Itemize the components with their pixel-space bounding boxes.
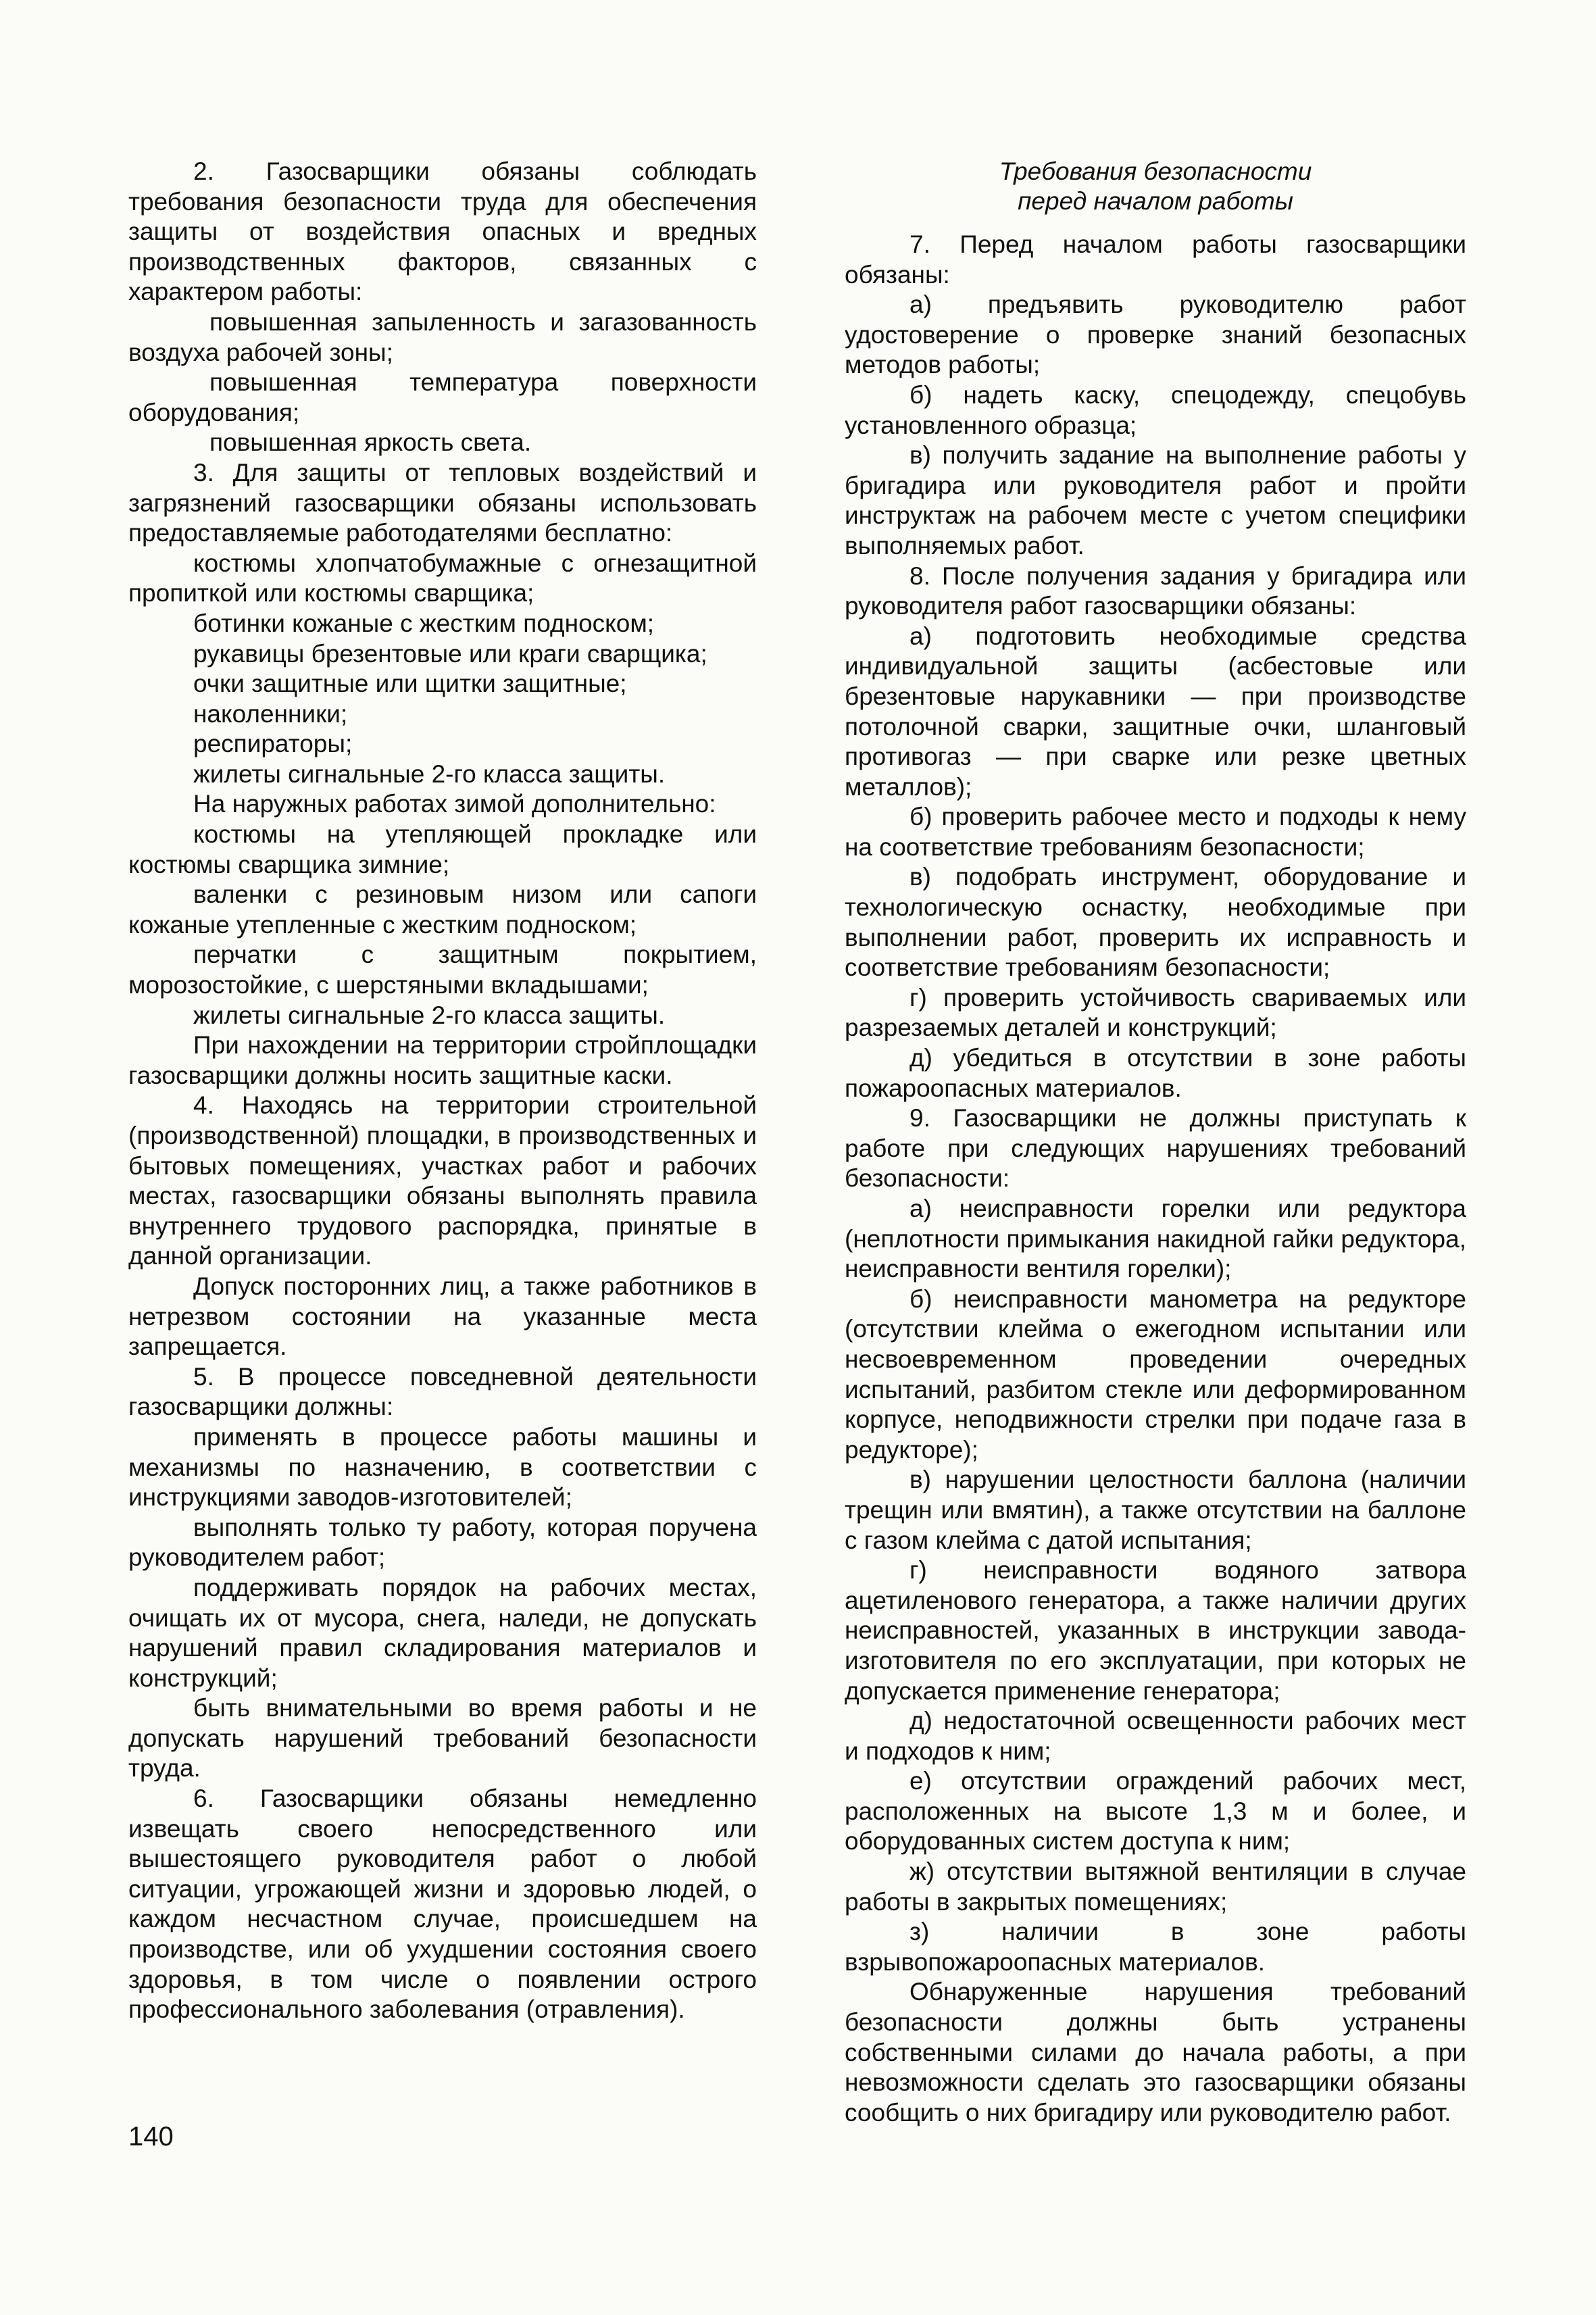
- list-item: а) неисправности горелки или редуктора (неплотности примыкания накидной гайки редуктора, неисправности вентиля горелки);: [845, 1195, 1466, 1283]
- list-item: ботинки кожаные с жестким подноском;: [193, 609, 655, 637]
- list-item: очки защитные или щитки защитные;: [193, 670, 627, 698]
- list-item: а) предъявить руководителю работ удостоверение о проверке знаний безопасных методов работы;: [845, 291, 1466, 379]
- section-heading-line: перед началом работы: [1018, 187, 1293, 215]
- paragraph: 4. Находясь на территории строительной (производственной) площадки, в производственных и бытовых помещениях, участках работ и рабочих местах, газосварщики обязаны выполнять правила внутреннего трудового распорядка, принятые в данной организации.: [128, 1091, 757, 1270]
- list-item: а) подготовить необходимые средства индивидуальной защиты (асбестовые или брезентовые нарукавники — при производстве потолочной сварки, защитные очки, шланговый противогаз — при сварке или резке цветных металлов);: [845, 622, 1466, 801]
- list-item: г) неисправности водяного затвора ацетиленового генератора, а также наличии других неисправностей, указанных в инструкции завода-изготовителя по его эксплуатации, при которых не допускается применение генератора;: [845, 1556, 1466, 1705]
- list-item: в) получить задание на выполнение работы у бригадира или руководителя работ и пройти инструктаж на рабочем месте с учетом специфики выполняемых работ.: [845, 441, 1466, 559]
- list-item: валенки с резиновым низом или сапоги кожаные утепленные с жестким подноском;: [128, 880, 757, 939]
- paragraph: Обнаруженные нарушения требований безопасности должны быть устранены собственными силами до начала работы, а при невозможности сделать это газосварщики обязаны сообщить о них бригадиру или руководителю работ.: [845, 1978, 1466, 2126]
- list-item: применять в процессе работы машины и механизмы по назначению, в соответствии с инструкциями заводов-изготовителей;: [128, 1422, 757, 1512]
- paragraph: Допуск посторонних лиц, а также работников в нетрезвом состоянии на указанные места запрещается.: [128, 1272, 757, 1361]
- section-heading-line: Требования безопасности: [999, 157, 1312, 185]
- list-item: повышенная запыленность и загазованность воздуха рабочей зоны;: [128, 307, 757, 366]
- paragraph: На наружных работах зимой дополнительно:: [193, 790, 716, 818]
- paragraph: 3. Для защиты от тепловых воздействий и загрязнений газосварщики обязаны использовать предоставляемые работодателями бесплатно:: [128, 458, 757, 547]
- list-item: костюмы хлопчатобумажные с огнезащитной пропиткой или костюмы сварщика;: [128, 549, 757, 607]
- left-column: [128, 157, 757, 2025]
- list-item: повышенная температура поверхности оборудования;: [128, 368, 757, 426]
- list-item: е) отсутствии ограждений рабочих мест, расположенных на высоте 1,3 м и более, и оборудованных систем доступа к ним;: [845, 1767, 1466, 1856]
- list-item: быть внимательными во время работы и не допускать нарушений требований безопасности труда.: [128, 1694, 757, 1783]
- list-item: з) наличии в зоне работы взрывопожароопасных материалов.: [845, 1918, 1466, 1976]
- list-item: д) недостаточной освещенности рабочих мест и подходов к ним;: [845, 1707, 1466, 1765]
- list-item: г) проверить устойчивость свариваемых или разрезаемых деталей и конструкций;: [845, 983, 1466, 1042]
- list-item: поддерживать порядок на рабочих местах, очищать их от мусора, снега, наледи, не допускать нарушений правил складирования материалов и конструкций;: [128, 1573, 757, 1692]
- list-item: д) убедиться в отсутствии в зоне работы пожароопасных материалов.: [845, 1044, 1466, 1102]
- right-column: [845, 157, 1466, 2128]
- paragraph: 7. Перед началом работы газосварщики обязаны:: [845, 230, 1466, 289]
- list-item: жилеты сигнальные 2-го класса защиты.: [193, 760, 666, 788]
- list-item: рукавицы брезентовые или краги сварщика;: [193, 639, 707, 668]
- list-item: жилеты сигнальные 2-го класса защиты.: [193, 1001, 666, 1029]
- paragraph: 8. После получения задания у бригадира или руководителя работ газосварщики обязаны:: [845, 562, 1466, 620]
- list-item: б) проверить рабочее место и подходы к нему на соответствие требованиям безопасности;: [845, 803, 1466, 861]
- list-item: в) нарушении целостности баллона (наличии трещин или вмятин), а также отсутствии на баллоне с газом клейма с датой испытания;: [845, 1466, 1466, 1554]
- list-item: костюмы на утепляющей прокладке или костюмы сварщика зимние;: [128, 820, 757, 878]
- list-item: наколенники;: [193, 699, 348, 728]
- paragraph: 9. Газосварщики не должны приступать к работе при следующих нарушениях требований безопасности:: [845, 1104, 1466, 1193]
- list-item: повышенная яркость света.: [209, 428, 532, 457]
- paragraph: 5. В процессе повседневной деятельности газосварщики должны:: [128, 1362, 757, 1421]
- page-number: 140: [128, 2122, 174, 2151]
- list-item: ж) отсутствии вытяжной вентиляции в случае работы в закрытых помещениях;: [845, 1858, 1466, 1916]
- list-item: б) неисправности манометра на редукторе (отсутствии клейма о ежегодном испытании или несвоевременном проведении очередных испытаний, разбитом стекле или деформированном корпусе, неподвижности стрелки при подаче газа в редукторе);: [845, 1285, 1466, 1464]
- list-item: выполнять только ту работу, которая поручена руководителем работ;: [128, 1513, 757, 1572]
- list-item: в) подобрать инструмент, оборудование и технологическую оснастку, необходимые при выполнении работ, проверить их исправность и соответствие требованиям безопасности;: [845, 863, 1466, 982]
- paragraph: 2. Газосварщики обязаны соблюдать требования безопасности труда для обеспечения защиты от воздействия опасных и вредных производственных факторов, связанных с характером работы:: [128, 157, 757, 306]
- list-item: перчатки с защитным покрытием, морозостойкие, с шерстяными вкладышами;: [128, 941, 757, 999]
- section-heading: [845, 157, 1466, 216]
- paragraph: При нахождении на территории стройплощадки газосварщики должны носить защитные каски.: [128, 1031, 757, 1089]
- list-item: респираторы;: [193, 730, 353, 758]
- list-item: б) надеть каску, спецодежду, спецобувь установленного образца;: [845, 380, 1466, 439]
- paragraph: 6. Газосварщики обязаны немедленно извещать своего непосредственного или вышестоящего руководителя работ о любой ситуации, угрожающей жизни и здоровью людей, о каждом несчастном случае, происшедшем на производстве, или об ухудшении состояния своего здоровья, в том числе о появлении острого профессионального заболевания (отравления).: [128, 1785, 757, 2024]
